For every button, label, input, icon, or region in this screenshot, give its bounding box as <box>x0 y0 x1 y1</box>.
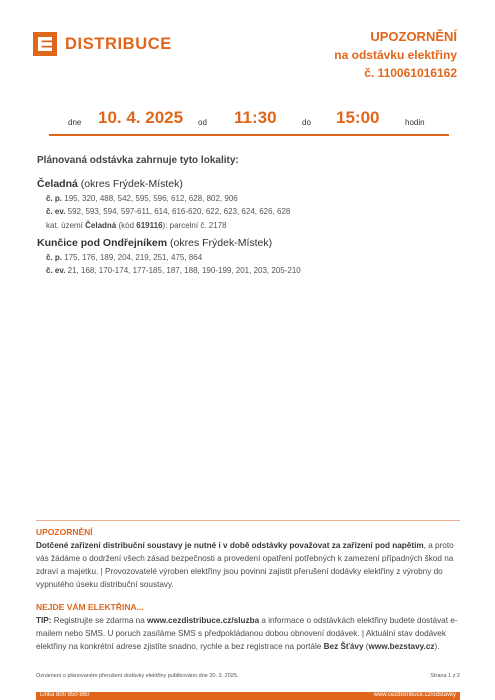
from-label: od <box>198 118 207 127</box>
from-time: 11:30 <box>234 108 277 127</box>
localities-intro: Plánovaná odstávka zahrnuje tyto lokality: <box>37 155 239 166</box>
tip-section <box>36 601 460 653</box>
to-label: do <box>302 118 311 127</box>
parcel-info: kat. území Čeladná (kód 619116): parcelní č. 2178 <box>46 221 227 230</box>
schedule-line <box>68 108 448 130</box>
publication-note: Oznámení o plánovaném přerušení dodávky elektřiny publikováno dne 20. 3. 2025. <box>36 673 239 679</box>
notice-header <box>334 28 457 82</box>
warning-text: Dotčené zařízení distribuční soustavy je nutné i v době odstávky považovat za zařízení pod napětím, a proto vás žádáme o dodržení všech zásad bezpečnosti a provedení opatření potřebných k zamezení případných škod na zdraví a majetku. | Provozovatelé výroben elektřiny jsou povinni zajistit přerušení dodávky elektřiny z výrobny do vypnutého úseku distribuční soustavy. <box>36 541 454 589</box>
house-numbers: č. p. 175, 176, 189, 204, 219, 251, 475, 864 <box>46 253 203 262</box>
notice-title: UPOZORNĚNÍ <box>370 29 457 44</box>
locality-name: Čeladná (okres Frýdek-Místek) <box>37 178 183 190</box>
house-numbers: č. p. 195, 320, 488, 542, 595, 596, 612, 628, 802, 906 <box>46 194 238 203</box>
tip-text: TIP: Registrujte se zdarma na www.cezdistribuce.cz/sluzba a informace o odstávkách elektřiny budete dostávat e-mailem nebo SMS. U poruch zasíláme SMS s předpokládanou dobou obnovení dodávek. | Aktuální stav dodávek elektřiny na konkrétní adrese zjistíte snadno, rychle a bez registrace na portále Bez Šťávy (www.bezstavy.cz). <box>36 616 458 651</box>
notice-subtitle: na odstávku elektřiny <box>334 48 457 62</box>
tip-heading: NEJDE VÁM ELEKTŘINA... <box>36 602 144 612</box>
notice-number: č. 110061016162 <box>364 66 457 80</box>
registry-numbers: č. ev. 21, 168, 170-174, 177-185, 187, 188, 190-199, 201, 203, 205-210 <box>46 266 301 275</box>
unit-label: hodin <box>405 118 425 127</box>
bezstavy-url-link[interactable]: www.bezstavy.cz <box>368 642 435 651</box>
warning-heading: UPOZORNĚNÍ <box>36 527 93 537</box>
hotline: Linka 800 850 860 <box>40 692 90 698</box>
brand-name: DISTRIBUCE <box>65 34 172 53</box>
footer <box>36 673 460 679</box>
date-label: dne <box>68 118 82 127</box>
register-link[interactable]: www.cezdistribuce.cz/sluzba <box>147 616 260 625</box>
locality-name: Kunčice pod Ondřejníkem (okres Frýdek-Místek) <box>37 237 273 249</box>
to-time: 15:00 <box>336 108 380 127</box>
footer-band <box>36 692 460 700</box>
page-number: Strana 1 z 2 <box>430 673 460 679</box>
warning-section <box>36 526 460 591</box>
logo <box>33 32 172 56</box>
outages-web-link[interactable]: www.cezdistribuce.cz/odstavky <box>373 692 456 698</box>
cez-logo-icon <box>33 32 57 56</box>
divider <box>49 134 449 136</box>
registry-numbers: č. ev. 592, 593, 594, 597-611, 614, 616-620, 622, 623, 624, 626, 628 <box>46 207 291 216</box>
bezstavy-link[interactable]: Bez Šťávy <box>323 642 364 651</box>
section-separator <box>36 520 460 521</box>
outage-date: 10. 4. 2025 <box>98 108 184 127</box>
